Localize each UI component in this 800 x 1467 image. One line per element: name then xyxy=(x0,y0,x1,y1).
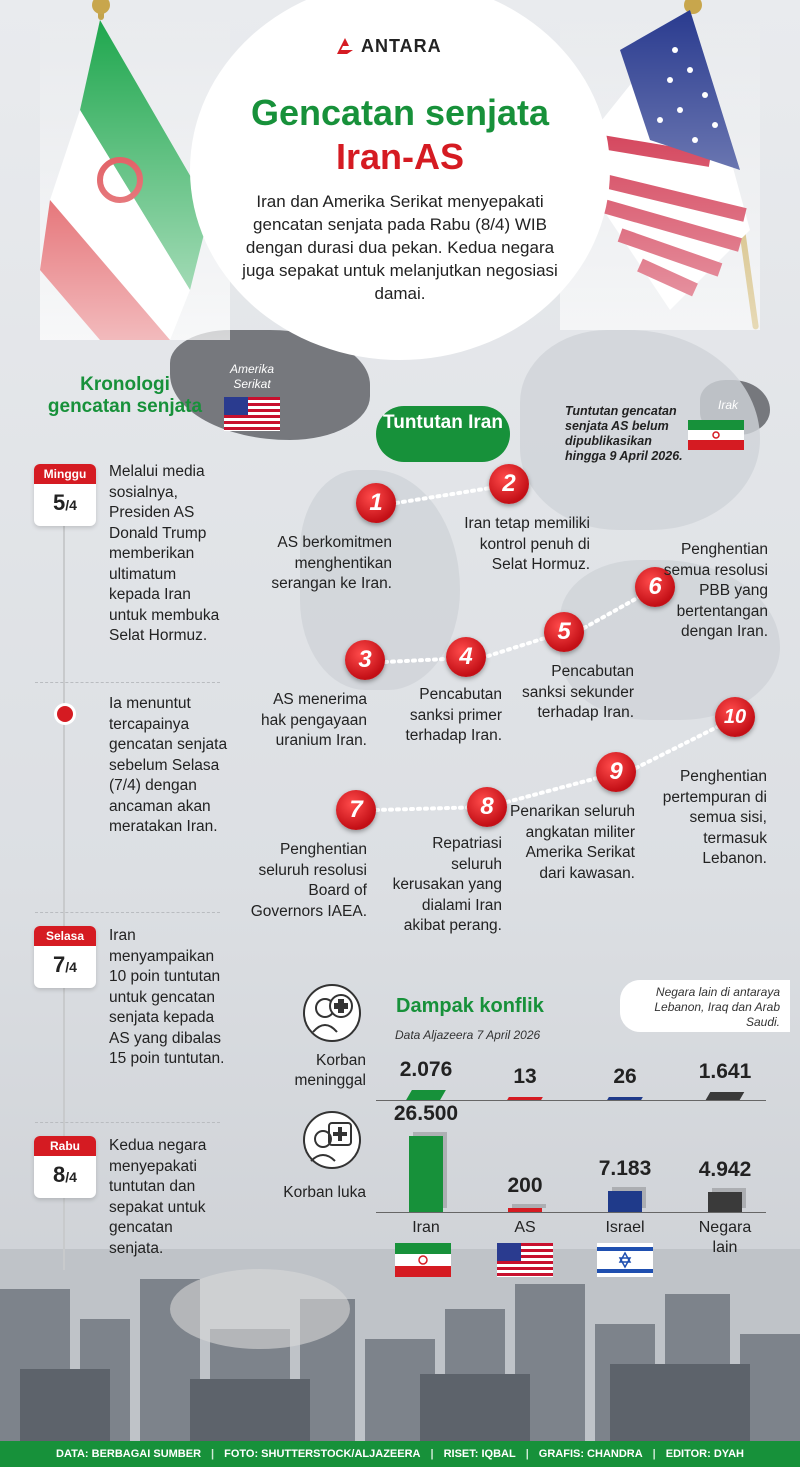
separator: | xyxy=(430,1448,434,1460)
impact-title: Dampak konflik xyxy=(396,995,544,1017)
impact-source: Data Aljazeera 7 April 2026 xyxy=(395,1028,541,1042)
demand-number-6: 6 xyxy=(635,567,675,607)
demand-number-7: 7 xyxy=(336,790,376,830)
row-label-injured: Korban luka xyxy=(283,1184,366,1201)
footer-credits xyxy=(0,1441,800,1467)
demand-text-5: Pencabutan sanksi sekunder terhadap Iran. xyxy=(522,663,635,721)
chronology-title: Kronologi gencatan senjata xyxy=(47,374,203,417)
date-number: 7 xyxy=(53,952,66,977)
credit-photo: FOTO: SHUTTERSTOCK/ALJAZEERA xyxy=(224,1448,421,1460)
demand-text-9: Penarikan seluruh angkatan militer Amerika Serikat dari kawasan. xyxy=(510,803,635,882)
brand-name: ANTARA xyxy=(361,35,442,56)
date-number: 8 xyxy=(53,1162,66,1187)
bar-deaths-as xyxy=(507,1097,543,1100)
demand-number-5: 5 xyxy=(544,612,584,652)
value-deaths-iran: 2.076 xyxy=(399,1058,453,1081)
map-label-irak: Irak xyxy=(718,398,739,412)
country-label: Negara lain xyxy=(698,1219,752,1256)
chronology-text: Kedua negara menyepakati tuntutan dan sepakat untuk gencatan senjata. xyxy=(109,1137,207,1257)
demand-number-9: 9 xyxy=(596,752,636,792)
separator: | xyxy=(211,1448,215,1460)
demand-number-3: 3 xyxy=(345,640,385,680)
intro-text: Iran dan Amerika Serikat menyepakati gencatan senjata pada Rabu (8/4) WIB dengan durasi dua pekan. Kedua negara juga sepakat untuk melanjutkan negosiasi damai. xyxy=(242,192,558,303)
impact-note: Negara lain di antaraya Lebanon, Iraq dan Arab Saudi. xyxy=(620,980,790,1032)
value-injured-negara-lain: 4.942 xyxy=(698,1158,752,1181)
page-title-line1: Gencatan senjata xyxy=(250,92,550,133)
value-injured-israel: 7.183 xyxy=(598,1157,652,1181)
bar-deaths-negara-lain xyxy=(706,1092,745,1100)
separator: | xyxy=(525,1448,529,1460)
credit-data: DATA: BERBAGAI SUMBER xyxy=(56,1448,202,1460)
demand-number-4: 4 xyxy=(446,637,486,677)
credit-research: RISET: IQBAL xyxy=(443,1448,516,1460)
value-deaths-as: 13 xyxy=(513,1065,537,1088)
calendar-day: Selasa xyxy=(34,926,96,946)
map-label-us: Amerika Serikat xyxy=(229,362,274,391)
bar-injured-as xyxy=(508,1208,542,1212)
bar-injured-iran xyxy=(409,1136,443,1212)
chronology-text: Iran menyampaikan 10 poin tuntutan untuk gencatan senjata kepada AS yang dibalas 15 poin tuntutan. xyxy=(109,927,225,1067)
country-label: AS xyxy=(514,1219,536,1236)
bar-injured-israel xyxy=(608,1191,642,1212)
date-month: /4 xyxy=(65,497,77,513)
value-deaths-israel: 26 xyxy=(613,1065,637,1088)
demand-text-8: Repatriasi seluruh kerusakan yang dialami Iran akibat perang. xyxy=(392,835,502,934)
calendar-day: Minggu xyxy=(34,464,96,484)
demand-number-8: 8 xyxy=(467,787,507,827)
date-month: /4 xyxy=(65,959,77,975)
value-deaths-negara-lain: 1.641 xyxy=(698,1060,752,1084)
us-flag-icon xyxy=(497,1243,553,1277)
demand-text-1: AS berkomitmen menghentikan serangan ke Iran. xyxy=(271,534,392,592)
date-month: /4 xyxy=(65,1169,77,1185)
demand-text-3: AS menerima hak pengayaan uranium Iran. xyxy=(260,691,367,749)
bar-injured-negara-lain xyxy=(708,1192,742,1212)
chronology-text: Melalui media sosialnya, Presiden AS Donald Trump memberikan ultimatum kepada Iran untuk membuka Selat Hormuz. xyxy=(109,463,220,644)
calendar-day: Rabu xyxy=(34,1136,96,1156)
bar-deaths-iran xyxy=(406,1090,446,1100)
iran-flag-icon xyxy=(395,1243,451,1277)
country-label: Israel xyxy=(605,1219,645,1236)
row-label-deaths: Korban meninggal xyxy=(294,1052,366,1089)
country-label: Iran xyxy=(412,1219,440,1236)
israel-flag-icon xyxy=(597,1243,653,1277)
bar-deaths-israel xyxy=(607,1097,643,1100)
chronology-text: Ia menuntut tercapainya gencatan senjata sebelum Selasa (7/4) dengan ancaman akan meratakan Iran. xyxy=(109,695,228,835)
demand-text-4: Pencabutan sanksi primer terhadap Iran. xyxy=(405,686,502,744)
demand-text-2: Iran tetap memiliki kontrol penuh di Selat Hormuz. xyxy=(464,515,590,573)
separator: | xyxy=(652,1448,656,1460)
demand-text-6: Penghentian semua resolusi PBB yang bertentangan dengan Iran. xyxy=(663,541,768,640)
page-title-line2: Iran-AS xyxy=(335,136,465,177)
demand-text-10: Penghentian pertempuran di semua sisi, termasuk Lebanon. xyxy=(662,768,767,867)
demands-note: Tuntutan gencatan senjata AS belum dipublikasikan hingga 9 April 2026. xyxy=(565,404,683,463)
demand-number-10: 10 xyxy=(715,697,755,737)
demands-title: Tuntutan Iran xyxy=(376,406,510,462)
value-injured-iran: 26.500 xyxy=(393,1102,459,1125)
date-number: 5 xyxy=(53,490,66,515)
demand-number-1: 1 xyxy=(356,483,396,523)
demand-text-7: Penghentian seluruh resolusi Board of Governors IAEA. xyxy=(250,841,367,920)
demand-number-2: 2 xyxy=(489,464,529,504)
credit-editor: EDITOR: DYAH xyxy=(665,1448,744,1460)
credit-graphic: GRAFIS: CHANDRA xyxy=(538,1448,643,1460)
value-injured-as: 200 xyxy=(507,1174,543,1197)
